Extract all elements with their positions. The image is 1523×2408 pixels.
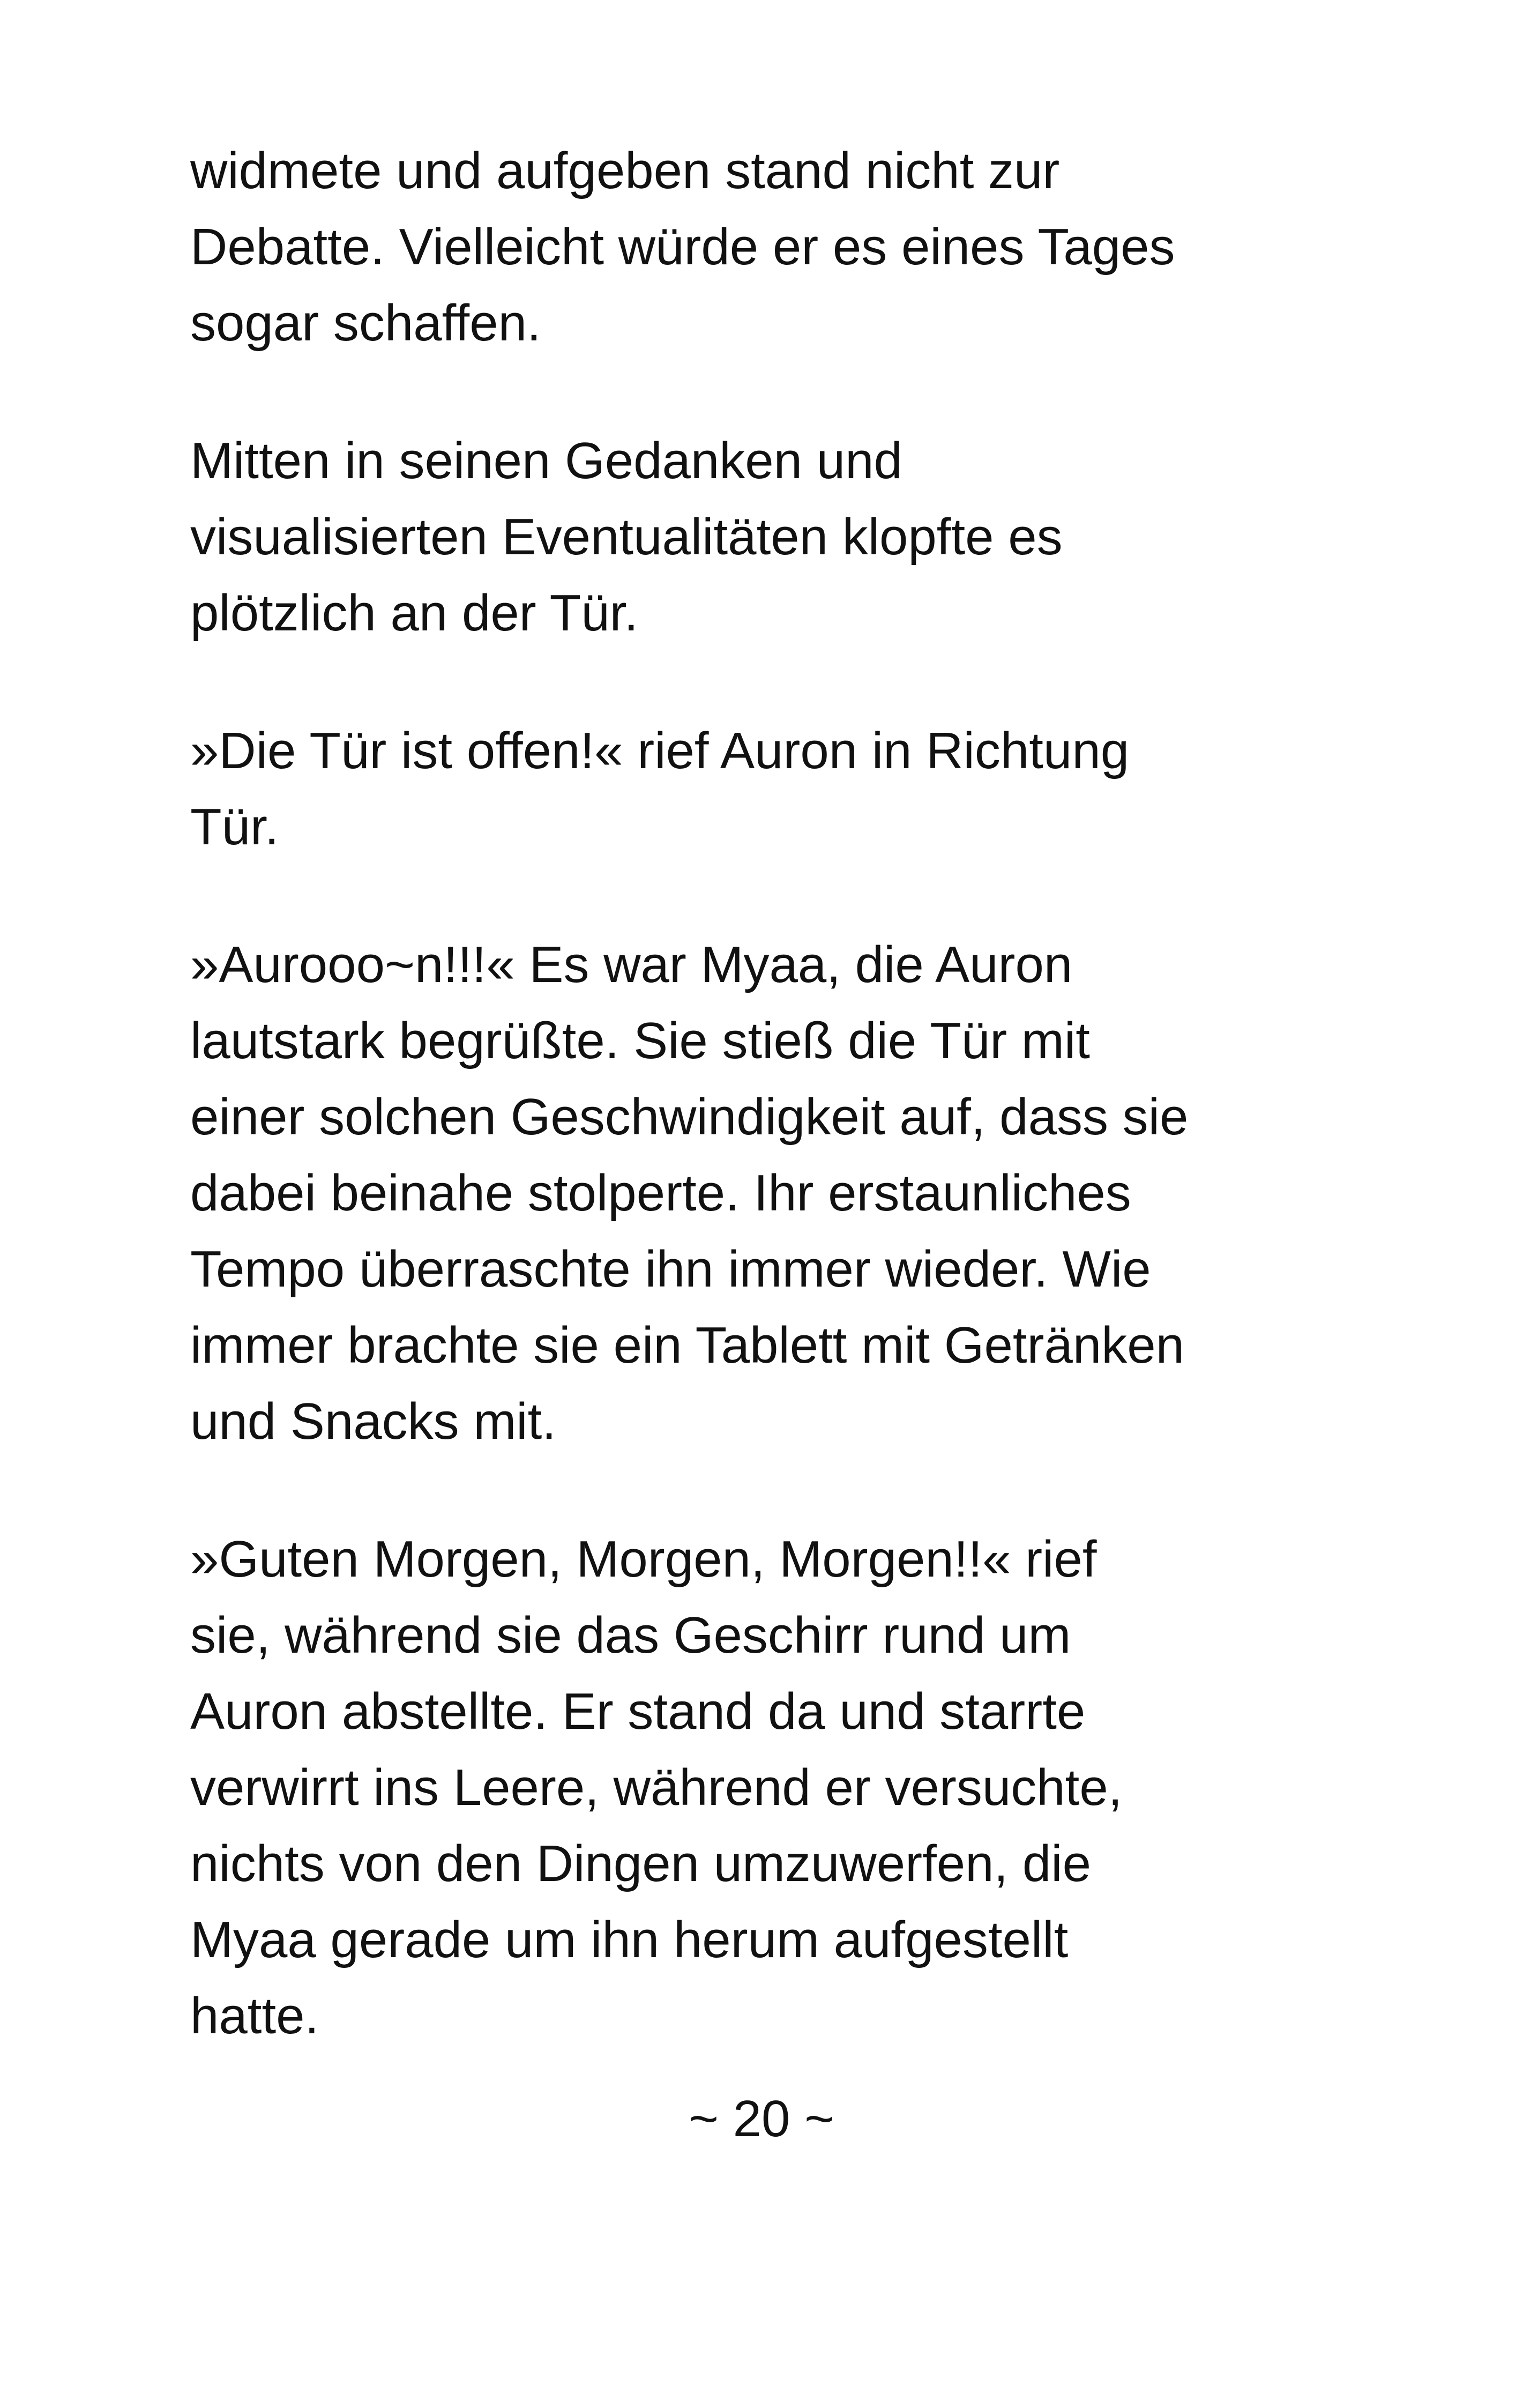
paragraph-2: Mitten in seinen Gedanken und visualisierten Eventualitäten klopfte es plötzlich an der Tür. [190, 432, 1063, 642]
body-text [190, 133, 1348, 2116]
paragraph-3: »Die Tür ist offen!« rief Auron in Richtung Tür. [190, 722, 1130, 856]
paragraph-4: »Aurooo~n!!!« Es war Myaa, die Auron lautstark begrüßte. Sie stieß die Tür mit einer solchen Geschwindigkeit auf, dass sie dabei beinahe stolperte. Ihr erstaunliches Tempo überraschte ihn immer wieder. Wie immer brachte sie ein Tablett mit Getränken und Snacks mit. [190, 936, 1189, 1450]
paragraph-1: widmete und aufgeben stand nicht zur Debatte. Vielleicht würde er es eines Tages sogar schaffen. [190, 142, 1175, 352]
paragraph-5: »Guten Morgen, Morgen, Morgen!!« rief sie, während sie das Geschirr rund um Auron abstellte. Er stand da und starrte verwirrt ins Leere, während er versuchte, nichts von den Dingen umzuwerfen, die Myaa gerade um ihn herum aufgestellt hatte. [190, 1530, 1123, 2045]
page-number: ~ 20 ~ [688, 2090, 835, 2147]
